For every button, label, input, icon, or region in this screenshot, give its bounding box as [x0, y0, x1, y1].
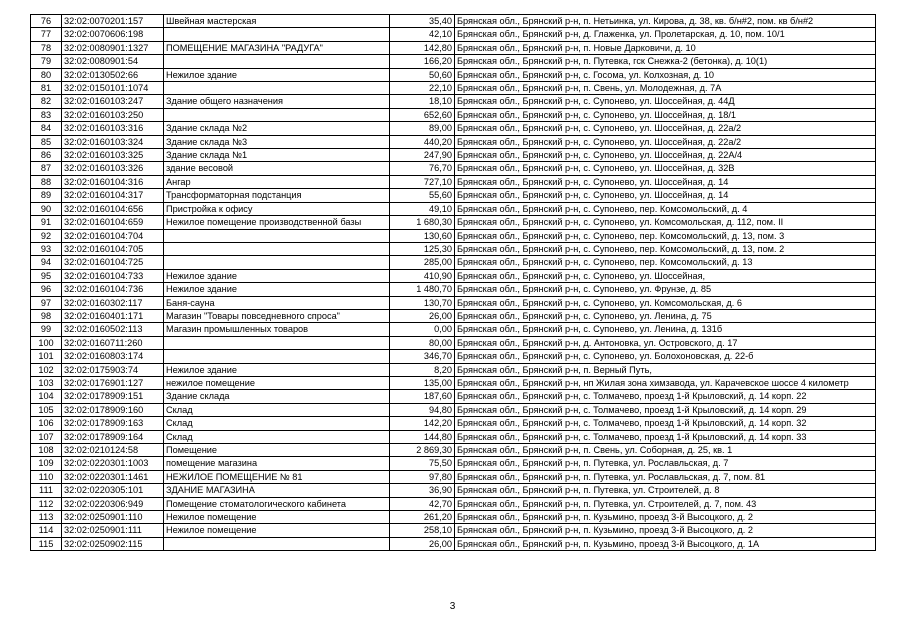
table-row	[31, 216, 876, 229]
table-row	[31, 95, 876, 108]
area-cell: 42,10	[390, 28, 455, 41]
area-cell: 18,10	[390, 95, 455, 108]
object-name-cell: Здание общего назначения	[164, 95, 390, 108]
address-cell: Брянская обл., Брянский р-н, с. Супонево, ул. Шоссейная,	[455, 269, 876, 282]
address-cell: Брянская обл., Брянский р-н, д. Антоновка, ул. Островского, д. 17	[455, 336, 876, 349]
area-cell: 1 680,30	[390, 216, 455, 229]
object-name-cell	[164, 82, 390, 95]
table-row	[31, 417, 876, 430]
row-number-cell: 104	[31, 390, 62, 403]
object-name-cell: Баня-сауна	[164, 296, 390, 309]
row-number-cell: 96	[31, 283, 62, 296]
row-number-cell: 110	[31, 470, 62, 483]
object-name-cell: Магазин "Товары повседневного спроса"	[164, 309, 390, 322]
area-cell: 26,00	[390, 537, 455, 550]
address-cell: Брянская обл., Брянский р-н, п. Свень, ул. Соборная, д. 25, кв. 1	[455, 444, 876, 457]
cadastral-number-cell: 32:02:0160502:113	[62, 323, 164, 336]
area-cell: 55,60	[390, 189, 455, 202]
area-cell: 410,90	[390, 269, 455, 282]
area-cell: 94,80	[390, 403, 455, 416]
cadastral-number-cell: 32:02:0160103:250	[62, 108, 164, 121]
cadastral-number-cell: 32:02:0160104:316	[62, 175, 164, 188]
cadastral-number-cell: 32:02:0176901:127	[62, 376, 164, 389]
row-number-cell: 103	[31, 376, 62, 389]
table-row	[31, 537, 876, 550]
cadastral-number-cell: 32:02:0160302:117	[62, 296, 164, 309]
row-number-cell: 90	[31, 202, 62, 215]
row-number-cell: 77	[31, 28, 62, 41]
object-name-cell: Нежилое помещение производственной базы	[164, 216, 390, 229]
table-row	[31, 15, 876, 28]
object-name-cell: Нежилое помещение	[164, 524, 390, 537]
cadastral-number-cell: 32:02:0160711:260	[62, 336, 164, 349]
row-number-cell: 87	[31, 162, 62, 175]
object-name-cell: Здание склада №3	[164, 135, 390, 148]
address-cell: Брянская обл., Брянский р-н, с. Супонево, ул. Шоссейная, д. 22А/4	[455, 149, 876, 162]
row-number-cell: 112	[31, 497, 62, 510]
cadastral-number-cell: 32:02:0160104:733	[62, 269, 164, 282]
page-number: 3	[449, 601, 456, 612]
area-cell: 2 869,30	[390, 444, 455, 457]
row-number-cell: 93	[31, 242, 62, 255]
object-name-cell: Здание склада №1	[164, 149, 390, 162]
table-row	[31, 256, 876, 269]
cadastral-number-cell: 32:02:0160104:705	[62, 242, 164, 255]
area-cell: 50,60	[390, 68, 455, 81]
table-row	[31, 162, 876, 175]
area-cell: 135,00	[390, 376, 455, 389]
object-name-cell: Склад	[164, 403, 390, 416]
cadastral-number-cell: 32:02:0250902:115	[62, 537, 164, 550]
row-number-cell: 82	[31, 95, 62, 108]
address-cell: Брянская обл., Брянский р-н, с. Толмачево, проезд 1-й Крыловский, д. 14 корп. 32	[455, 417, 876, 430]
table-row	[31, 55, 876, 68]
table-row	[31, 202, 876, 215]
area-cell: 125,30	[390, 242, 455, 255]
address-cell: Брянская обл., Брянский р-н, д. Глаженка, ул. Пролетарская, д. 10, пом. 10/1	[455, 28, 876, 41]
row-number-cell: 85	[31, 135, 62, 148]
object-name-cell: Нежилое здание	[164, 363, 390, 376]
area-cell: 727,10	[390, 175, 455, 188]
row-number-cell: 111	[31, 484, 62, 497]
cadastral-number-cell: 32:02:0178909:160	[62, 403, 164, 416]
cadastral-number-cell: 32:02:0130502:66	[62, 68, 164, 81]
area-cell: 1 480,70	[390, 283, 455, 296]
cadastral-number-cell: 32:02:0250901:110	[62, 511, 164, 524]
address-cell: Брянская обл., Брянский р-н, с. Супонево, ул. Шоссейная, д. 18/1	[455, 108, 876, 121]
object-name-cell: Склад	[164, 430, 390, 443]
area-cell: 80,00	[390, 336, 455, 349]
cadastral-number-cell: 32:02:0160104:656	[62, 202, 164, 215]
table-row	[31, 376, 876, 389]
property-table-body	[31, 15, 876, 551]
area-cell: 35,40	[390, 15, 455, 28]
address-cell: Брянская обл., Брянский р-н, с. Супонево, ул. Комсомольская, д. 6	[455, 296, 876, 309]
table-row	[31, 309, 876, 322]
area-cell: 8,20	[390, 363, 455, 376]
cadastral-number-cell: 32:02:0150101:1074	[62, 82, 164, 95]
object-name-cell: Ангар	[164, 175, 390, 188]
address-cell: Брянская обл., Брянский р-н, с. Супонево, ул. Болохоновская, д. 22-б	[455, 350, 876, 363]
area-cell: 97,80	[390, 470, 455, 483]
area-cell: 261,20	[390, 511, 455, 524]
object-name-cell	[164, 242, 390, 255]
object-name-cell: Швейная мастерская	[164, 15, 390, 28]
object-name-cell	[164, 108, 390, 121]
row-number-cell: 94	[31, 256, 62, 269]
address-cell: Брянская обл., Брянский р-н, с. Супонево, пер. Комсомольский, д. 13, пом. 3	[455, 229, 876, 242]
object-name-cell: Нежилое здание	[164, 68, 390, 81]
object-name-cell: Здание склада №2	[164, 122, 390, 135]
area-cell: 440,20	[390, 135, 455, 148]
area-cell: 0,00	[390, 323, 455, 336]
table-row	[31, 283, 876, 296]
table-row	[31, 323, 876, 336]
object-name-cell: нежилое помещение	[164, 376, 390, 389]
cadastral-number-cell: 32:02:0210124:58	[62, 444, 164, 457]
area-cell: 187,60	[390, 390, 455, 403]
address-cell: Брянская обл., Брянский р-н, с. Супонево, ул. Фрунзе, д. 85	[455, 283, 876, 296]
row-number-cell: 108	[31, 444, 62, 457]
object-name-cell: помещение магазина	[164, 457, 390, 470]
table-row	[31, 82, 876, 95]
row-number-cell: 100	[31, 336, 62, 349]
area-cell: 285,00	[390, 256, 455, 269]
table-row	[31, 403, 876, 416]
cadastral-number-cell: 32:02:0160104:725	[62, 256, 164, 269]
cadastral-number-cell: 32:02:0178909:151	[62, 390, 164, 403]
table-row	[31, 122, 876, 135]
area-cell: 130,60	[390, 229, 455, 242]
cadastral-number-cell: 32:02:0250901:111	[62, 524, 164, 537]
row-number-cell: 86	[31, 149, 62, 162]
row-number-cell: 83	[31, 108, 62, 121]
address-cell: Брянская обл., Брянский р-н, п. Свень, ул. Молодежная, д. 7А	[455, 82, 876, 95]
table-row	[31, 242, 876, 255]
row-number-cell: 105	[31, 403, 62, 416]
row-number-cell: 88	[31, 175, 62, 188]
table-row	[31, 135, 876, 148]
area-cell: 22,10	[390, 82, 455, 95]
row-number-cell: 113	[31, 511, 62, 524]
object-name-cell	[164, 28, 390, 41]
cadastral-number-cell: 32:02:0070606:198	[62, 28, 164, 41]
address-cell: Брянская обл., Брянский р-н, с. Толмачево, проезд 1-й Крыловский, д. 14 корп. 29	[455, 403, 876, 416]
row-number-cell: 106	[31, 417, 62, 430]
row-number-cell: 78	[31, 41, 62, 54]
object-name-cell: Склад	[164, 417, 390, 430]
table-row	[31, 41, 876, 54]
cadastral-number-cell: 32:02:0178909:163	[62, 417, 164, 430]
object-name-cell: ПОМЕЩЕНИЕ МАГАЗИНА "РАДУГА"	[164, 41, 390, 54]
table-row	[31, 350, 876, 363]
row-number-cell: 102	[31, 363, 62, 376]
area-cell: 142,20	[390, 417, 455, 430]
object-name-cell	[164, 336, 390, 349]
area-cell: 142,80	[390, 41, 455, 54]
property-table-container	[30, 14, 876, 551]
address-cell: Брянская обл., Брянский р-н, с. Супонево, ул. Шоссейная, д. 22а/2	[455, 135, 876, 148]
row-number-cell: 80	[31, 68, 62, 81]
row-number-cell: 84	[31, 122, 62, 135]
area-cell: 49,10	[390, 202, 455, 215]
row-number-cell: 109	[31, 457, 62, 470]
row-number-cell: 92	[31, 229, 62, 242]
address-cell: Брянская обл., Брянский р-н, с. Супонево, пер. Комсомольский, д. 13, пом. 2	[455, 242, 876, 255]
address-cell: Брянская обл., Брянский р-н, с. Супонево, ул. Шоссейная, д. 44Д	[455, 95, 876, 108]
row-number-cell: 97	[31, 296, 62, 309]
object-name-cell: здание весовой	[164, 162, 390, 175]
row-number-cell: 98	[31, 309, 62, 322]
object-name-cell: ЗДАНИЕ МАГАЗИНА	[164, 484, 390, 497]
object-name-cell: Здание склада	[164, 390, 390, 403]
cadastral-number-cell: 32:02:0160104:317	[62, 189, 164, 202]
cadastral-number-cell: 32:02:0175903:74	[62, 363, 164, 376]
cadastral-number-cell: 32:02:0160803:174	[62, 350, 164, 363]
table-row	[31, 363, 876, 376]
row-number-cell: 89	[31, 189, 62, 202]
address-cell: Брянская обл., Брянский р-н, с. Супонево, ул. Шоссейная, д. 22а/2	[455, 122, 876, 135]
area-cell: 36,90	[390, 484, 455, 497]
cadastral-number-cell: 32:02:0160103:326	[62, 162, 164, 175]
area-cell: 652,60	[390, 108, 455, 121]
cadastral-number-cell: 32:02:0160103:324	[62, 135, 164, 148]
table-row	[31, 28, 876, 41]
address-cell: Брянская обл., Брянский р-н, с. Супонево, ул. Шоссейная, д. 14	[455, 189, 876, 202]
row-number-cell: 114	[31, 524, 62, 537]
row-number-cell: 95	[31, 269, 62, 282]
address-cell: Брянская обл., Брянский р-н, п. Путевка, ул. Строителей, д. 7, пом. 43	[455, 497, 876, 510]
table-row	[31, 189, 876, 202]
property-table	[30, 14, 876, 551]
cadastral-number-cell: 32:02:0178909:164	[62, 430, 164, 443]
address-cell: Брянская обл., Брянский р-н, с. Супонево, ул. Шоссейная, д. 14	[455, 175, 876, 188]
address-cell: Брянская обл., Брянский р-н, нп Жилая зона химзавода, ул. Карачевское шоссе 4 километр	[455, 376, 876, 389]
row-number-cell: 99	[31, 323, 62, 336]
address-cell: Брянская обл., Брянский р-н, с. Толмачево, проезд 1-й Крыловский, д. 14 корп. 33	[455, 430, 876, 443]
object-name-cell: Магазин промышленных товаров	[164, 323, 390, 336]
cadastral-number-cell: 32:02:0080901:1327	[62, 41, 164, 54]
cadastral-number-cell: 32:02:0220301:1461	[62, 470, 164, 483]
object-name-cell	[164, 256, 390, 269]
area-cell: 144,80	[390, 430, 455, 443]
table-row	[31, 229, 876, 242]
table-row	[31, 269, 876, 282]
cadastral-number-cell: 32:02:0160103:316	[62, 122, 164, 135]
address-cell: Брянская обл., Брянский р-н, с. Госома, ул. Колхозная, д. 10	[455, 68, 876, 81]
object-name-cell: НЕЖИЛОЕ ПОМЕЩЕНИЕ № 81	[164, 470, 390, 483]
area-cell: 75,50	[390, 457, 455, 470]
address-cell: Брянская обл., Брянский р-н, п. Путевка, ул. Рославльская, д. 7, пом. 81	[455, 470, 876, 483]
area-cell: 42,70	[390, 497, 455, 510]
cadastral-number-cell: 32:02:0220306:949	[62, 497, 164, 510]
object-name-cell	[164, 55, 390, 68]
table-row	[31, 68, 876, 81]
cadastral-number-cell: 32:02:0160103:247	[62, 95, 164, 108]
address-cell: Брянская обл., Брянский р-н, с. Супонево, пер. Комсомольский, д. 13	[455, 256, 876, 269]
table-row	[31, 511, 876, 524]
row-number-cell: 107	[31, 430, 62, 443]
area-cell: 26,00	[390, 309, 455, 322]
table-row	[31, 524, 876, 537]
address-cell: Брянская обл., Брянский р-н, с. Толмачево, проезд 1-й Крыловский, д. 14 корп. 22	[455, 390, 876, 403]
object-name-cell: Пристройка к офису	[164, 202, 390, 215]
address-cell: Брянская обл., Брянский р-н, с. Супонево, ул. Шоссейная, д. 32В	[455, 162, 876, 175]
table-row	[31, 470, 876, 483]
object-name-cell: Помещение стоматологического кабинета	[164, 497, 390, 510]
address-cell: Брянская обл., Брянский р-н, п. Верный Путь,	[455, 363, 876, 376]
address-cell: Брянская обл., Брянский р-н, п. Новые Дарковичи, д. 10	[455, 41, 876, 54]
table-row	[31, 149, 876, 162]
row-number-cell: 76	[31, 15, 62, 28]
object-name-cell: Нежилое здание	[164, 283, 390, 296]
cadastral-number-cell: 32:02:0160103:325	[62, 149, 164, 162]
address-cell: Брянская обл., Брянский р-н, п. Путевка, гск Снежка-2 (бетонка), д. 10(1)	[455, 55, 876, 68]
cadastral-number-cell: 32:02:0220301:1003	[62, 457, 164, 470]
table-row	[31, 108, 876, 121]
address-cell: Брянская обл., Брянский р-н, п. Путевка, ул. Рославльская, д. 7	[455, 457, 876, 470]
cadastral-number-cell: 32:02:0160104:736	[62, 283, 164, 296]
address-cell: Брянская обл., Брянский р-н, п. Кузьмино, проезд 3-й Высоцкого, д. 2	[455, 524, 876, 537]
table-row	[31, 484, 876, 497]
object-name-cell	[164, 537, 390, 550]
cadastral-number-cell: 32:02:0160104:659	[62, 216, 164, 229]
area-cell: 258,10	[390, 524, 455, 537]
area-cell: 247,90	[390, 149, 455, 162]
table-row	[31, 336, 876, 349]
table-row	[31, 175, 876, 188]
address-cell: Брянская обл., Брянский р-н, с. Супонево, пер. Комсомольский, д. 4	[455, 202, 876, 215]
table-row	[31, 497, 876, 510]
table-row	[31, 296, 876, 309]
object-name-cell: Нежилое здание	[164, 269, 390, 282]
area-cell: 130,70	[390, 296, 455, 309]
area-cell: 76,70	[390, 162, 455, 175]
row-number-cell: 81	[31, 82, 62, 95]
object-name-cell	[164, 350, 390, 363]
table-row	[31, 390, 876, 403]
area-cell: 166,20	[390, 55, 455, 68]
object-name-cell: Нежилое помещение	[164, 511, 390, 524]
address-cell: Брянская обл., Брянский р-н, п. Кузьмино, проезд 3-й Высоцкого, д. 1А	[455, 537, 876, 550]
table-row	[31, 444, 876, 457]
address-cell: Брянская обл., Брянский р-н, с. Супонево, ул. Комсомольская, д. 112, пом. II	[455, 216, 876, 229]
address-cell: Брянская обл., Брянский р-н, п. Нетьинка, ул. Кирова, д. 38, кв. б/н#2, пом. кв б/н#2	[455, 15, 876, 28]
address-cell: Брянская обл., Брянский р-н, с. Супонево, ул. Ленина, д. 131б	[455, 323, 876, 336]
row-number-cell: 79	[31, 55, 62, 68]
address-cell: Брянская обл., Брянский р-н, с. Супонево, ул. Ленина, д. 75	[455, 309, 876, 322]
object-name-cell: Трансформаторная подстанция	[164, 189, 390, 202]
cadastral-number-cell: 32:02:0220305:101	[62, 484, 164, 497]
cadastral-number-cell: 32:02:0160401:171	[62, 309, 164, 322]
object-name-cell: Помещение	[164, 444, 390, 457]
row-number-cell: 101	[31, 350, 62, 363]
row-number-cell: 91	[31, 216, 62, 229]
address-cell: Брянская обл., Брянский р-н, п. Путевка, ул. Строителей, д. 8	[455, 484, 876, 497]
cadastral-number-cell: 32:02:0080901:54	[62, 55, 164, 68]
table-row	[31, 457, 876, 470]
address-cell: Брянская обл., Брянский р-н, п. Кузьмино, проезд 3-й Высоцкого, д. 2	[455, 511, 876, 524]
cadastral-number-cell: 32:02:0160104:704	[62, 229, 164, 242]
area-cell: 346,70	[390, 350, 455, 363]
object-name-cell	[164, 229, 390, 242]
area-cell: 89,00	[390, 122, 455, 135]
row-number-cell: 115	[31, 537, 62, 550]
table-row	[31, 430, 876, 443]
cadastral-number-cell: 32:02:0070201:157	[62, 15, 164, 28]
